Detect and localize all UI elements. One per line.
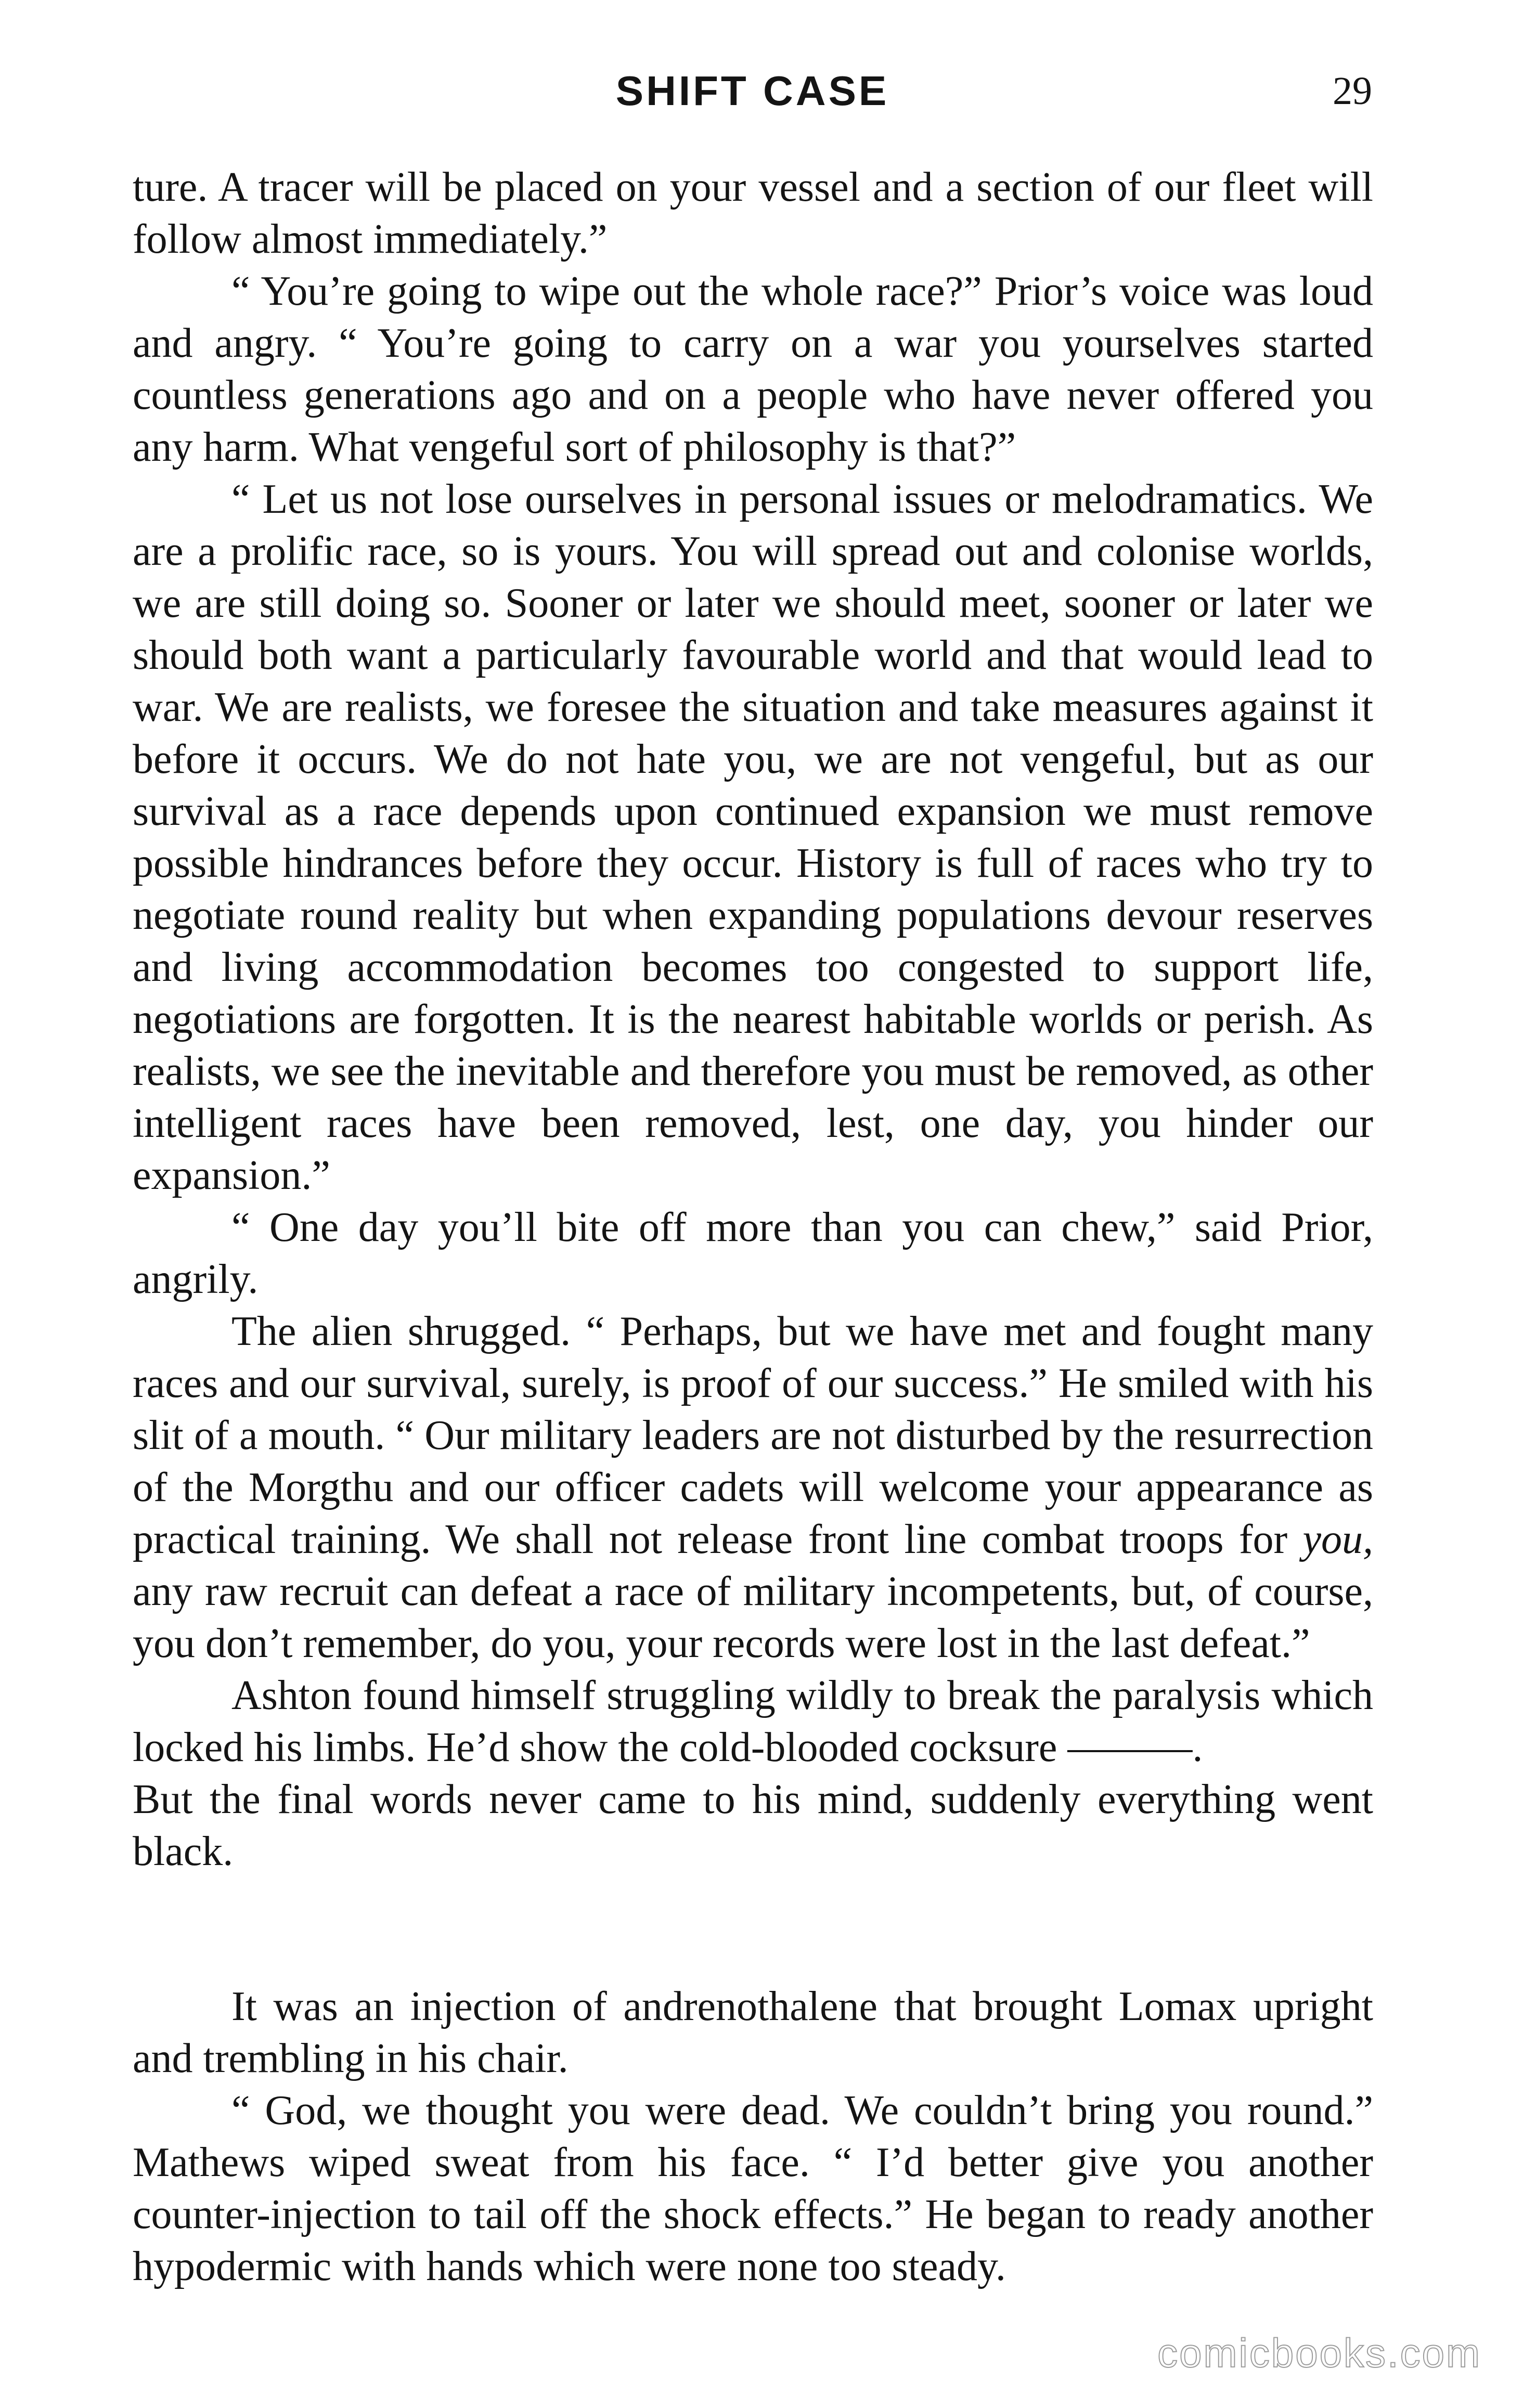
watermark-logo: comicbooks.com [1157,2330,1481,2376]
paragraph-5-continued: any raw recruit can defeat a race of military incompetents, but, of course, you don’t remember, do you, your records were lost in the last defeat.” [133,1569,1373,1666]
paragraph-5-text: The alien shrugged. “ Perhaps, but we have met and fought many races and our survival, surely, is proof of our success.” He smiled with his slit of a mouth. “ Our military leaders are not disturbed by the resurrection of the Morgthu and our officer cadets will welcome your appearance as practical training. We shall not release front line combat troops for [133,1309,1373,1562]
paragraph-1: ture. A tracer will be placed on your vessel and a section of our fleet will follow almost immediately.” [133,164,1373,262]
paragraph-9: “ God, we thought you were dead. We couldn’t bring you round.” Mathews wiped sweat from his face. “ I’d better give you another counter-injection to tail off the shock effects.” He began to ready another hypodermic with hands which were none too steady. [133,2088,1373,2289]
emphasis-you: you, [1302,1517,1373,1562]
paragraph-4: “ One day you’ll bite off more than you can chew,” said Prior, angrily. [133,1205,1373,1302]
paragraph-3: “ Let us not lose ourselves in personal issues or melodramatics. We are a prolific race, so is yours. You will spread out and colonise worlds, we are still doing so. Sooner or later we should meet, sooner or later we should both want a particularly favourable world and that would lead to war. We are realists, we foresee the situation and take measures against it before it occurs. We do not hate you, we are not vengeful, but as our survival as a race depends upon continued expansion we must remove possible hindrances before they occur. History is full of races who try to negotiate round reality but when expanding populations devour reserves and living accommodation becomes too congested to support life, negotiations are forgotten. It is the nearest habitable worlds or perish. As realists, we see the inevitable and therefore you must be removed, as other intelligent races have been removed, lest, one day, you hinder our expansion.” [133,476,1373,1198]
paragraph-2: “ You’re going to wipe out the whole race?” Prior’s voice was loud and angry. “ You’re going to carry on a war you yourselves started countless generations ago and on a people who have never offered you any harm. What vengeful sort of philosophy is that?” [133,268,1373,470]
paragraph-5 [133,1305,1373,1669]
body-text-section-2 [133,1980,1373,2293]
paragraph-6: Ashton found himself struggling wildly to break the paralysis which locked his limbs. He’d show the cold-blooded cocksure ———. [133,1673,1373,1770]
running-head [133,62,1372,120]
page-number: 29 [1333,69,1372,113]
body-text-section-1 [133,161,1373,1878]
paragraph-7: But the final words never came to his mind, suddenly everything went black. [133,1777,1373,1874]
running-title: SHIFT CASE [615,68,889,114]
paragraph-8: It was an injection of andrenothalene that brought Lomax upright and trembling in his chair. [133,1984,1373,2081]
